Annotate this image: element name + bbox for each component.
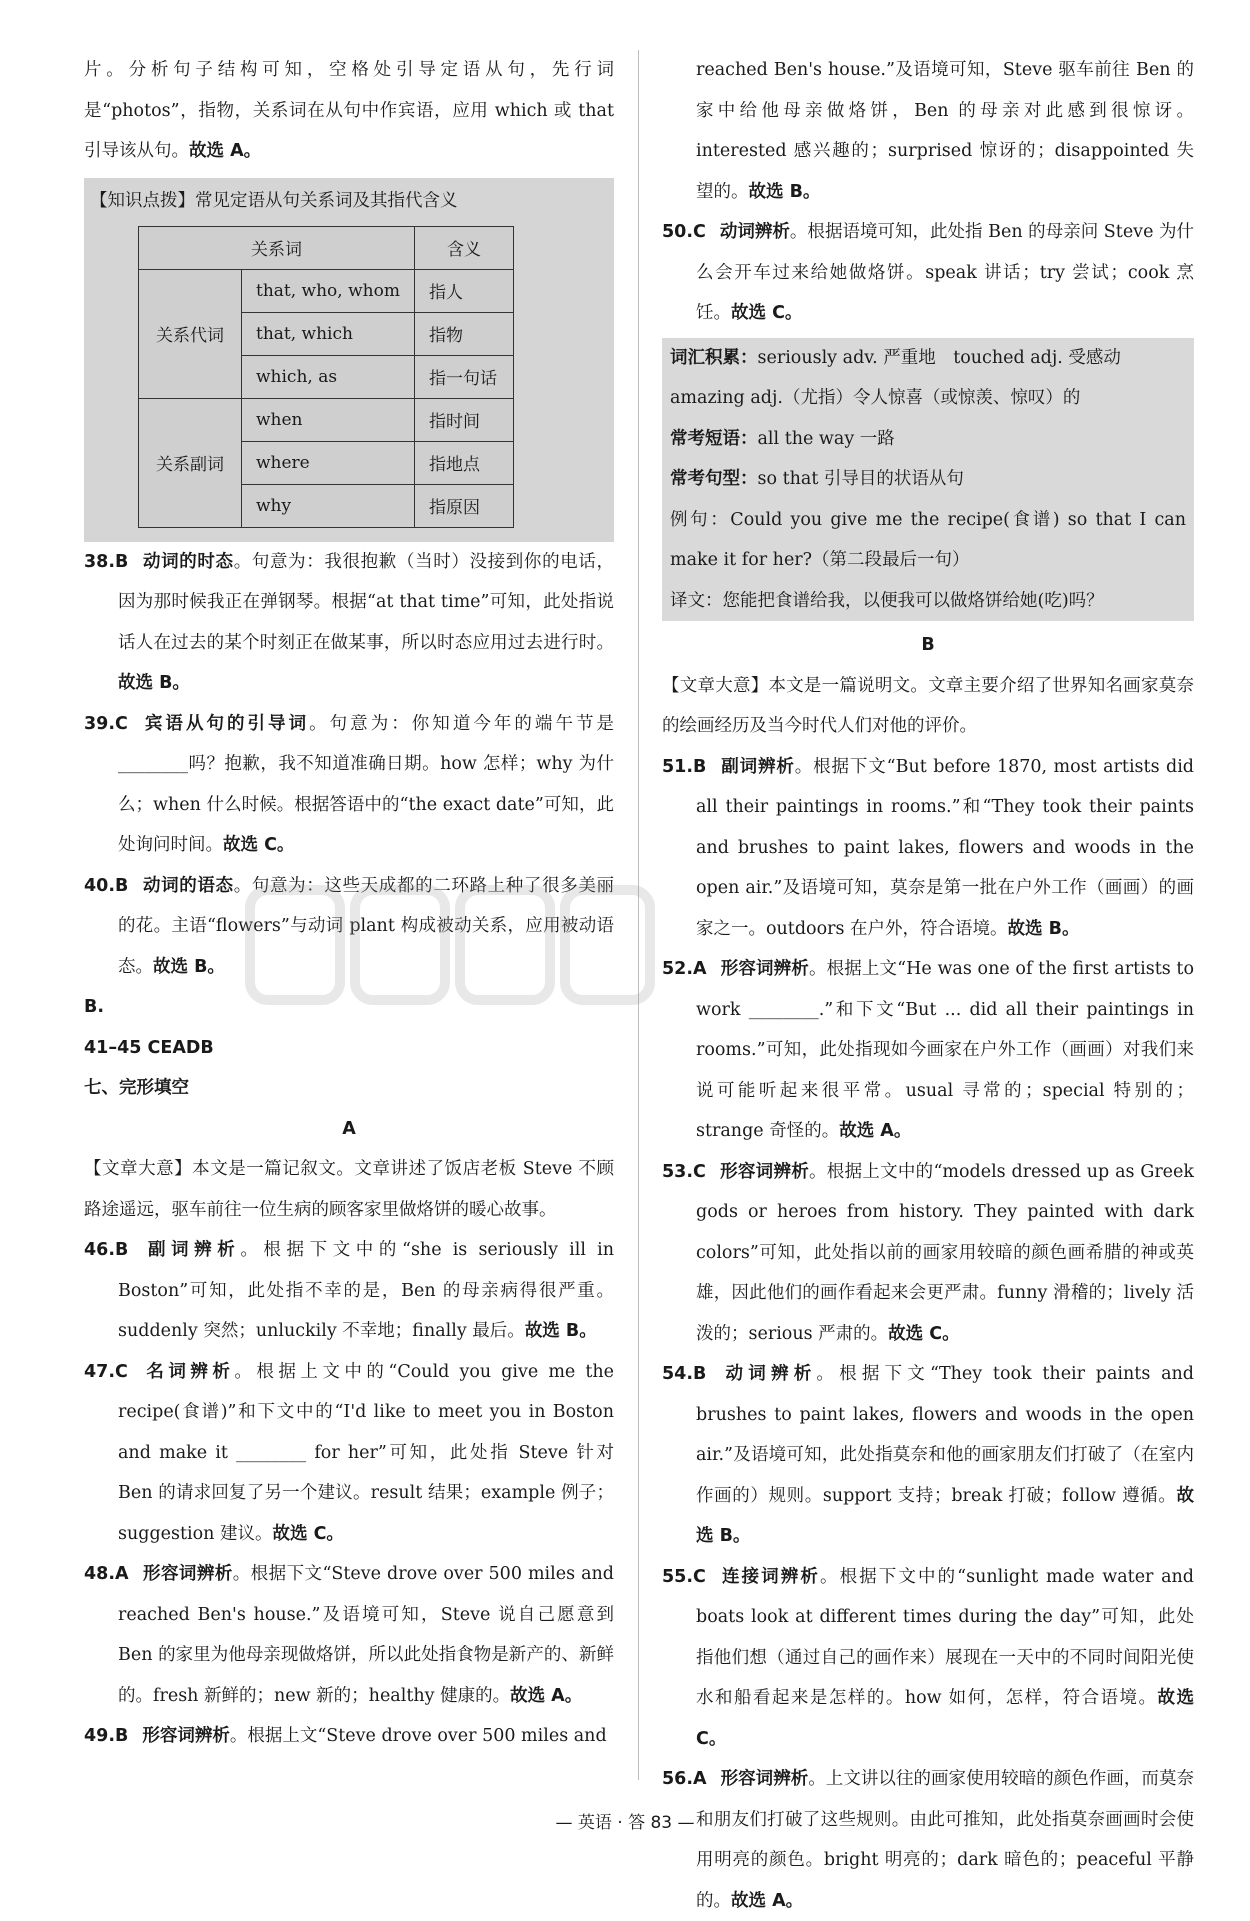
answer-55: 55.C 连接词辨析。根据下文中的“sunlight made water and boats look at different times during the day”可知，此处指他们想（通过自己的画作来）展现在一天中的不同时间阳光使水和船看起来是怎样的。how 如何，怎样，符合语境。故选 C。 xyxy=(662,1566,1195,1749)
part-a-title: A xyxy=(342,1118,356,1139)
table-row: which, as 指一句话 xyxy=(139,355,514,398)
vocab-line-2: amazing adj.（尤指）令人惊喜（或惊羡、惊叹）的 xyxy=(670,388,1081,408)
answer-50: 50.C 动词辨析。根据语境可知，此处指 Ben 的母亲问 Steve 为什么会开车过来给她做烙饼。speak 讲话；try 尝试；cook 烹饪。故选 C。 xyxy=(662,222,1195,323)
answer-49: 49.B 形容词辨析。根据上文“Steve drove over 500 miles and xyxy=(84,1726,607,1746)
pattern-line: 常考句型：so that 引导目的状语从句 xyxy=(670,469,964,489)
answer-53: 53.C 形容词辨析。根据上文中的“models dressed up as Greek gods or heroes from history. They painted with dark colors”可知，此处指以前的画家用较暗的颜色画希腊的神或英雄，因此他们的画作看起来会更严肃。funny 滑稽的；lively 活泼的；serious 严肃的。故选 C。 xyxy=(662,1161,1194,1344)
example-line: 例句：Could you give me the recipe(食谱) so that I can make it for her?（第二段最后一句） xyxy=(670,509,1186,570)
answers-41-45: 41–45 CEADB xyxy=(84,1037,214,1058)
paragraph-q37-cont: 片。分析句子结构可知，空格处引导定语从句，先行词是“photos”，指物，关系词在从句中作宾语，应用 which 或 that 引导该从句。故选 A。 xyxy=(84,60,614,161)
summary-a: 【文章大意】本文是一篇记叙文。文章讲述了饭店老板 Steve 不顾路途遥远，驱车前往一位生病的顾客家里做烙饼的暖心故事。 xyxy=(84,1159,614,1220)
answer-47: 47.C 名词辨析。根据上文中的“Could you give me the recipe(食谱)”和下文中的“I'd like to meet you in Boston and make it ________ for her”可知，此处指 Steve 针对 Ben 的请求回复了另一个建议。result 结果；example 例子；suggestion 建议。故选 C。 xyxy=(84,1361,614,1544)
translation-line: 译文：您能把食谱给我，以便我可以做烙饼给她(吃)吗？ xyxy=(670,590,1104,611)
table-row: where 指地点 xyxy=(139,441,514,484)
answer-56: 56.A 形容词辨析。上文讲以往的画家使用较暗的颜色作画，而莫奈和朋友们打破了这些规则。由此可推知，此处指莫奈画画时会使用明亮的颜色。bright 明亮的；dark 暗色的；peaceful 平静的。故选 A。 xyxy=(662,1769,1195,1911)
part-b-title: B xyxy=(921,635,935,655)
left-column xyxy=(84,50,614,1757)
answer-54: 54.B 动词辨析。根据下文“They took their paints and brushes to paint lakes, flowers and woods in the open air.”及语境可知，此处指莫奈和他的画家朋友们打破了（在室内作画的）规则。support 支持；break 打破；follow 遵循。故选 B。 xyxy=(662,1364,1194,1546)
phrase-line: 常考短语：all the way 一路 xyxy=(670,428,895,449)
knowledge-box xyxy=(84,178,614,542)
answer-40: 40.B 动词的语态。句意为：这些天成都的二环路上种了很多美丽的花。主语“flowers”与动词 plant 构成被动关系，应用被动语态。故选 B。 xyxy=(84,875,614,977)
table-row: 关系副词 when 指时间 xyxy=(139,398,514,441)
answer-49-cont: reached Ben's house.”及语境可知，Steve 驱车前往 Ben 的家中给他母亲做烙饼，Ben 的母亲对此感到很惊讶。interested 感兴趣的；surprised 惊讶的；disappointed 失望的。故选 B。 xyxy=(696,60,1194,202)
table-row: 关系词 含义 xyxy=(139,226,514,269)
table-row: 关系代词 that, who, whom 指人 xyxy=(139,269,514,312)
table-row: that, which 指物 xyxy=(139,312,514,355)
answer-46: 46.B 副词辨析。根据下文中的“she is seriously ill in Boston”可知，此处指不幸的是，Ben 的母亲病得很严重。suddenly 突然；unluckily 不幸地；finally 最后。故选 B。 xyxy=(84,1240,614,1341)
section-seven-title: 七、完形填空 xyxy=(84,1078,189,1098)
vocab-box xyxy=(662,338,1194,622)
knowledge-title: 【知识点拨】常见定语从句关系词及其指代含义 xyxy=(90,190,458,211)
summary-b: 【文章大意】本文是一篇说明文。文章主要介绍了世界知名画家莫奈的绘画经历及当今时代人们对他的评价。 xyxy=(662,675,1194,736)
vocab-line: 词汇积累：seriously adv. 严重地 touched adj. 受感动 xyxy=(670,347,1121,368)
table-row: why 指原因 xyxy=(139,484,514,527)
answer-48: 48.A 形容词辨析。根据下文“Steve drove over 500 miles and reached Ben's house.”及语境可知，Steve 说自己愿意到 Ben 的家里为他母亲现做烙饼，所以此处指食物是新产的、新鲜的。fresh 新鲜的；new 新的；healthy 健康的。故选 A。 xyxy=(84,1564,615,1706)
answer-39: 39.C 宾语从句的引导词。句意为：你知道今年的端午节是________吗？抱歉，我不知道准确日期。how 怎样；why 为什么；when 什么时候。根据答语中的“the exact date”可知，此处询问时间。故选 C。 xyxy=(84,713,615,855)
page-footer: — 英语 · 答 83 — xyxy=(555,1813,695,1833)
answer-52: 52.A 形容词辨析。根据上文“He was one of the first artists to work ________.”和下文“But ... did all their paintings in rooms.”可知，此处指现如今画家在户外工作（画画）对我们来说可能听起来很平常。usual 寻常的；special 特别的；strange 奇怪的。故选 A。 xyxy=(662,959,1194,1141)
answer-38: 38.B 动词的时态。句意为：我很抱歉（当时）没接到你的电话，因为那时候我正在弹钢琴。根据“at that time”可知，此处指说话人在过去的某个时刻正在做某事，所以时态应用过去进行时。故选 B。 xyxy=(84,551,614,693)
section-b-label: B. xyxy=(84,997,104,1017)
relative-word-table xyxy=(138,226,514,528)
column-divider xyxy=(638,50,639,1780)
right-column xyxy=(662,50,1194,1921)
answer-51: 51.B 副词辨析。根据下文“But before 1870, most artists did all their paintings in rooms.”和“They took their paints and brushes to paint lakes, flowers and woods in the open air.”及语境可知，莫奈是第一批在户外工作（画画）的画家之一。outdoors 在户外，符合语境。故选 B。 xyxy=(662,756,1194,939)
